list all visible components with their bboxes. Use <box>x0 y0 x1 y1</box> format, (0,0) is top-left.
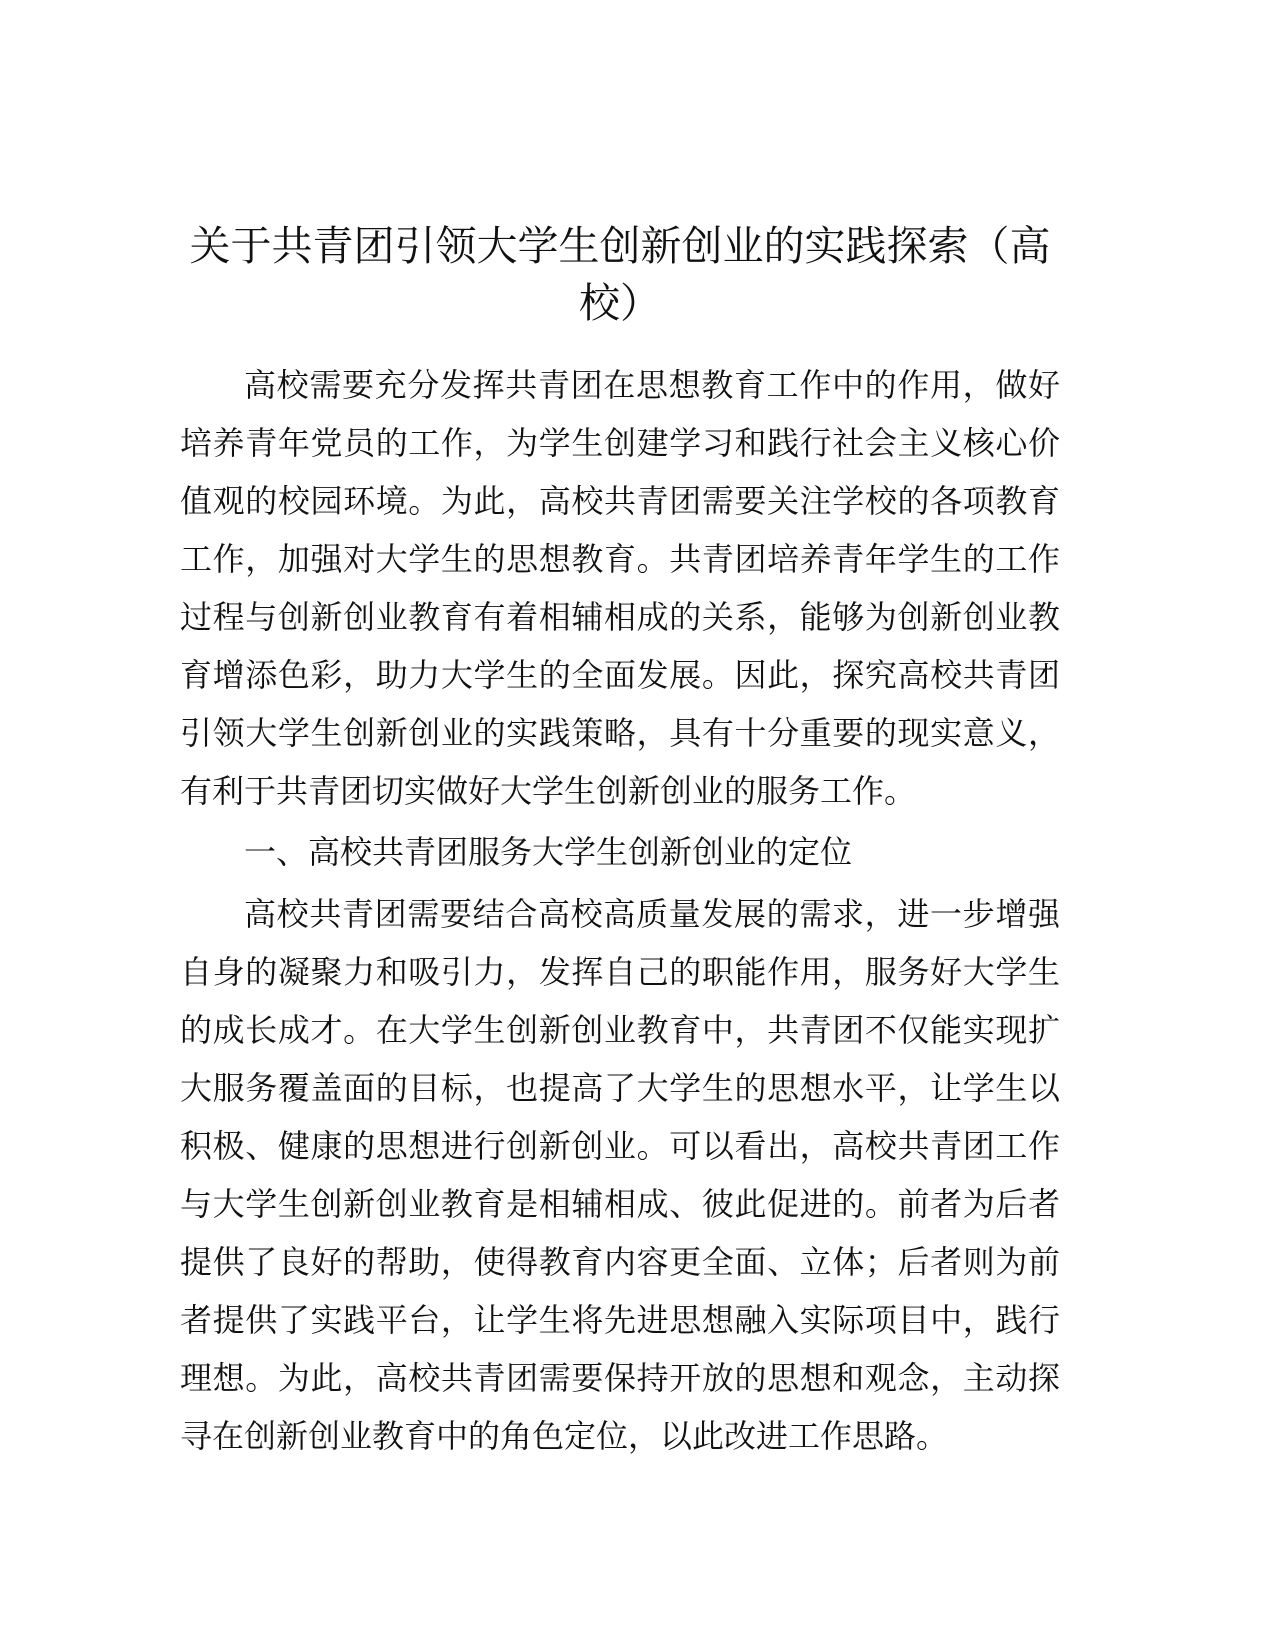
section-heading-1: 一、高校共青团服务大学生创新创业的定位 <box>244 833 853 871</box>
document-title: 关于共青团引领大学生创新创业的实践探索（高校） <box>189 222 1051 327</box>
paragraph-section-1: 高校共青团需要结合高校高质量发展的需求，进一步增强自身的凝聚力和吸引力，发挥自己的职能作用，服务好大学生的成长成才。在大学生创新创业教育中，共青团不仅能实现扩大服务覆盖面的目标，也提高了大学生的思想水平，让学生以积极、健康的思想进行创新创业。可以看出，高校共青团工作与大学生创新创业教育是相辅相成、彼此促进的。前者为后者提供了良好的帮助，使得教育内容更全面、立体；后者则为前者提供了实践平台，让学生将先进思想融入实际项目中，践行理想。为此，高校共青团需要保持开放的思想和观念，主动探寻在创新创业教育中的角色定位，以此改进工作思路。 <box>180 895 1060 1455</box>
document-page <box>180 0 1060 1650</box>
paragraph-intro: 高校需要充分发挥共青团在思想教育工作中的作用，做好培养青年党员的工作，为学生创建学习和践行社会主义核心价值观的校园环境。为此，高校共青团需要关注学校的各项教育工作，加强对大学生的思想教育。共青团培养青年学生的工作过程与创新创业教育有着相辅相成的关系，能够为创新创业教育增添色彩，助力大学生的全面发展。因此，探究高校共青团引领大学生创新创业的实践策略，具有十分重要的现实意义，有利于共青团切实做好大学生创新创业的服务工作。 <box>180 366 1060 810</box>
